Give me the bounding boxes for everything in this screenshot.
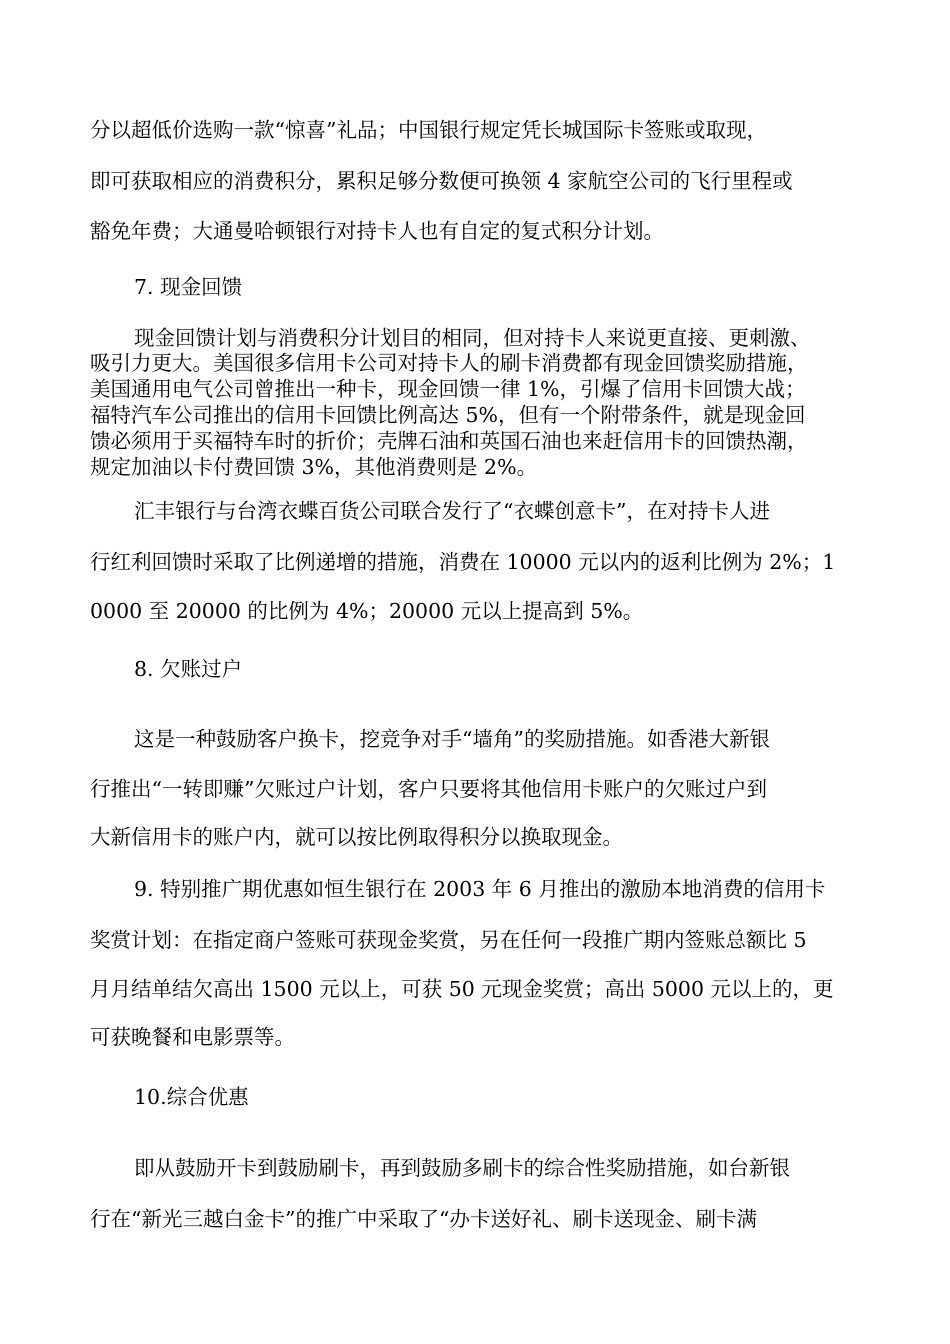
para2-line-5: 馈必须用于买福特车时的折价；壳牌石油和英国石油也来赶信用卡的回馈热潮， — [90, 429, 808, 453]
para3-line-2: 行红利回馈时采取了比例递增的措施，消费在 10000 元以内的返利比例为 2%；1 — [90, 550, 836, 574]
para4-line-1: 这是一种鼓励客户换卡，挖竞争对手“墙角”的奖励措施。如香港大新银 — [134, 727, 770, 751]
para3-line-3: 0000 至 20000 的比例为 4%；20000 元以上提高到 5%。 — [90, 599, 644, 623]
para2-line-2: 吸引力更大。美国很多信用卡公司对持卡人的刷卡消费都有现金回馈奖励措施， — [90, 351, 808, 375]
section-heading-7: 7. 现金回馈 — [134, 275, 243, 299]
para2-line-1: 现金回馈计划与消费积分计划目的相同，但对持卡人来说更直接、更刺激、 — [134, 326, 811, 350]
para1-line-1: 分以超低价选购一款“惊喜”礼品；中国银行规定凭长城国际卡签账或取现， — [90, 118, 767, 142]
para4-line-2: 行推出“一转即赚”欠账过户计划，客户只要将其他信用卡账户的欠账过户到 — [90, 777, 767, 801]
section-heading-8: 8. 欠账过户 — [134, 657, 243, 681]
para5-line-3: 月月结单结欠高出 1500 元以上，可获 50 元现金奖赏；高出 5000 元以上的，更 — [90, 977, 834, 1001]
para1-line-3: 豁免年费；大通曼哈顿银行对持卡人也有自定的复式积分计划。 — [90, 219, 664, 243]
para6-line-2: 行在“新光三越白金卡”的推广中采取了“办卡送好礼、刷卡送现金、刷卡满 — [90, 1207, 757, 1231]
para3-line-1: 汇丰银行与台湾衣蝶百货公司联合发行了“衣蝶创意卡”，在对持卡人进 — [134, 499, 770, 523]
para5-line-1: 9. 特别推广期优惠如恒生银行在 2003 年 6 月推出的激励本地消费的信用卡 — [134, 877, 826, 901]
para4-line-3: 大新信用卡的账户内，就可以按比例取得积分以换取现金。 — [90, 825, 623, 849]
para2-line-3: 美国通用电气公司曾推出一种卡，现金回馈一律 1%，引爆了信用卡回馈大战； — [90, 377, 806, 401]
para1-line-2: 即可获取相应的消费积分，累积足够分数便可换领 4 家航空公司的飞行里程或 — [90, 169, 793, 193]
para5-line-2: 奖赏计划：在指定商户签账可获现金奖赏，另在任何一段推广期内签账总额比 5 — [90, 928, 807, 952]
para5-line-4: 可获晚餐和电影票等。 — [90, 1025, 295, 1049]
para2-line-4: 福特汽车公司推出的信用卡回馈比例高达 5%，但有一个附带条件，就是现金回 — [90, 403, 806, 427]
para6-line-1: 即从鼓励开卡到鼓励刷卡，再到鼓励多刷卡的综合性奖励措施，如台新银 — [134, 1156, 790, 1180]
para2-line-6: 规定加油以卡付费回馈 3%，其他消费则是 2%。 — [90, 455, 538, 479]
section-heading-10: 10.综合优惠 — [134, 1085, 249, 1109]
